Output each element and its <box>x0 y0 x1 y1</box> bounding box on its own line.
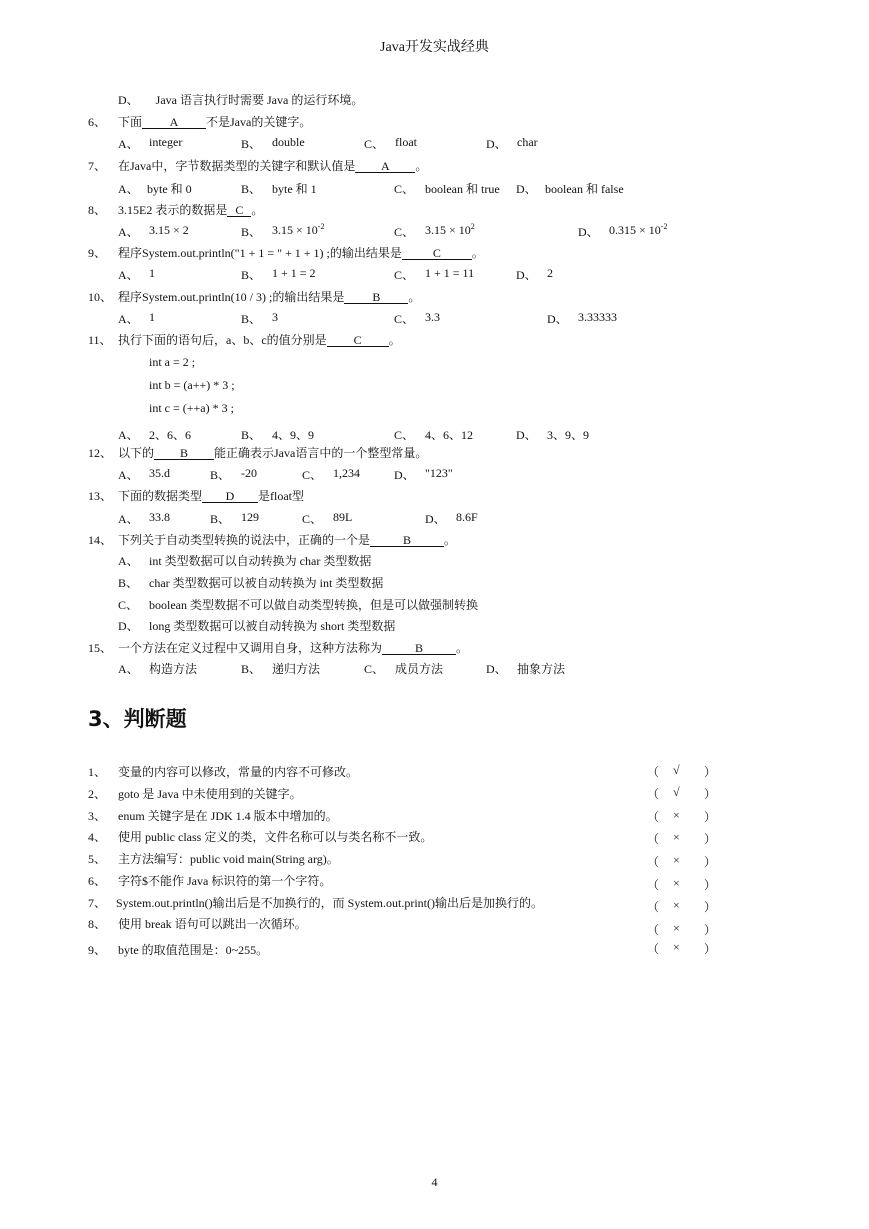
paren-right: ） <box>704 832 717 846</box>
paren-right: ） <box>704 810 717 824</box>
answer-blank: B <box>154 447 214 460</box>
check-mark: √ <box>673 785 680 799</box>
stem-pre: 3.15E2 表示的数据是 <box>118 203 228 217</box>
code-line: int b = (a++) * 3 ; <box>149 378 235 392</box>
option-label-d: D、 <box>516 182 537 196</box>
option-text-d <box>609 223 667 238</box>
judge-text: goto 是 Java 中未使用到的关键字。 <box>118 787 302 801</box>
question-number: 7、 <box>88 159 107 173</box>
option-label-b: B、 <box>241 312 262 326</box>
option-label-b: B、 <box>241 428 262 442</box>
judge-number: 2、 <box>88 787 107 801</box>
option-label-c: C、 <box>364 137 385 151</box>
option-text-d: 8.6F <box>456 510 478 524</box>
question-number: 13、 <box>88 489 113 503</box>
answer-blank: A <box>355 160 415 173</box>
option-label-c: C、 <box>394 312 415 326</box>
option-text-c: boolean 类型数据不可以做自动类型转换，但是可以做强制转换 <box>149 598 478 612</box>
question-number: 10、 <box>88 290 113 304</box>
paren-right: ） <box>704 765 717 779</box>
exponent: -2 <box>660 222 668 231</box>
option-label-a: A、 <box>118 428 139 442</box>
paren-left: （ <box>647 787 660 801</box>
option-text-b: 1 + 1 = 2 <box>272 266 316 280</box>
option-label-a: A、 <box>118 662 139 676</box>
option-label-b: B、 <box>118 576 139 590</box>
q5-option-d <box>118 91 363 108</box>
option-label-a: A、 <box>118 225 139 239</box>
question-stem <box>118 288 420 305</box>
option-label-b: B、 <box>241 662 262 676</box>
stem-post: 。 <box>251 203 264 217</box>
option-label-d: D、 <box>486 662 507 676</box>
option-text-a: 1 <box>149 266 155 280</box>
option-text-b: char 类型数据可以被自动转换为 int 类型数据 <box>149 576 384 590</box>
option-text-c: 成员方法 <box>395 662 444 676</box>
option-label-c: C、 <box>394 428 415 442</box>
option-text-a: int 类型数据可以自动转换为 char 类型数据 <box>149 554 372 568</box>
option-text-b: 4、9、9 <box>272 428 315 442</box>
option-label-b: B、 <box>210 512 231 526</box>
judge-number: 9、 <box>88 943 107 957</box>
base: 3.15 × 10 <box>425 223 471 237</box>
exponent: 2 <box>470 222 475 231</box>
option-text-c <box>425 223 475 238</box>
option-text-b: double <box>272 135 305 149</box>
option-text-b: -20 <box>241 466 257 480</box>
option-label-c: C、 <box>302 512 323 526</box>
answer-blank: B <box>344 291 408 304</box>
stem-post: 。 <box>456 641 469 655</box>
question-stem <box>118 113 311 130</box>
option-text-a: 3.15 × 2 <box>149 223 189 237</box>
option-label-a: A、 <box>118 268 139 282</box>
option-label-d: D、 <box>425 512 446 526</box>
cross-mark: × <box>673 876 680 890</box>
question-number: 9、 <box>88 246 107 260</box>
judge-number: 3、 <box>88 809 107 823</box>
stem-post: 是float型 <box>258 489 305 503</box>
cross-mark: × <box>673 898 680 912</box>
paren-left: （ <box>647 878 660 892</box>
paren-right: ） <box>704 878 717 892</box>
judge-number: 8、 <box>88 917 107 931</box>
cross-mark: × <box>673 808 680 822</box>
option-label-a: A、 <box>118 468 139 482</box>
question-stem <box>118 639 468 656</box>
answer-blank: C <box>327 334 389 347</box>
answer-blank: B <box>370 534 444 547</box>
answer-blank: D <box>202 490 258 503</box>
option-label-c: C、 <box>364 662 385 676</box>
option-text-d: 3.33333 <box>578 310 617 324</box>
option-label-d: D、 <box>516 268 537 282</box>
option-text-d: boolean 和 false <box>545 182 624 196</box>
question-number: 6、 <box>88 115 107 129</box>
judge-text: 使用 public class 定义的类，文件名称可以与类名称不一致。 <box>118 830 433 844</box>
paren-right: ） <box>704 923 717 937</box>
option-text-d: 3、9、9 <box>547 428 590 442</box>
judge-text: byte 的取值范围是：0~255。 <box>118 943 269 957</box>
paren-right: ） <box>704 942 717 956</box>
paren-left: （ <box>647 765 660 779</box>
cross-mark: × <box>673 940 680 954</box>
option-text-c: 3.3 <box>425 310 440 324</box>
stem-post: 。 <box>388 333 401 347</box>
option-text-b: 递归方法 <box>272 662 321 676</box>
paren-left: （ <box>647 942 660 956</box>
running-header: Java开发实战经典 <box>380 40 489 55</box>
option-label-c: C、 <box>302 468 323 482</box>
question-stem <box>118 444 427 461</box>
option-label-d: D、 <box>516 428 537 442</box>
stem-pre: 一个方法在定义过程中又调用自身，这种方法称为 <box>118 641 383 655</box>
cross-mark: × <box>673 921 680 935</box>
option-text-d: long 类型数据可以被自动转换为 short 类型数据 <box>149 619 396 633</box>
option-label-c: C、 <box>394 268 415 282</box>
option-text-b: 3 <box>272 310 278 324</box>
answer-blank: A <box>142 116 206 129</box>
page-number: 4 <box>431 1175 438 1189</box>
option-text-c: boolean 和 true <box>425 182 500 196</box>
stem-pre: 下面 <box>118 115 143 129</box>
stem-post: 。 <box>408 290 421 304</box>
option-label-d: D、 <box>486 137 507 151</box>
judge-number: 4、 <box>88 830 107 844</box>
option-text-a: 33.8 <box>149 510 170 524</box>
question-stem <box>118 157 427 174</box>
stem-pre: 在Java中，字节数据类型的关键字和默认值是 <box>118 159 356 173</box>
question-stem <box>118 331 401 348</box>
check-mark: √ <box>673 763 680 777</box>
stem-pre: 下列关于自动类型转换的说法中，正确的一个是 <box>118 533 371 547</box>
judge-number: 1、 <box>88 765 107 779</box>
option-label-a: A、 <box>118 512 139 526</box>
question-number: 11、 <box>88 333 112 347</box>
option-text-d: "123" <box>425 466 453 480</box>
judge-number: 6、 <box>88 874 107 888</box>
stem-post: 。 <box>415 159 428 173</box>
stem-post: 不是Java的关键字。 <box>206 115 312 129</box>
option-text-c: 4、6、12 <box>425 428 474 442</box>
option-label-c: C、 <box>394 225 415 239</box>
option-label-d: D、 <box>547 312 568 326</box>
option-text-a: integer <box>149 135 183 149</box>
option-text-a: 1 <box>149 310 155 324</box>
paren-right: ） <box>704 855 717 869</box>
judge-text: enum 关键字是在 JDK 1.4 版本中增加的。 <box>118 809 338 823</box>
stem-pre: 程序System.out.println(10 / 3) ;的输出结果是 <box>118 290 345 304</box>
option-text: Java 语言执行时需要 Java 的运行环境。 <box>155 93 364 107</box>
stem-pre: 以下的 <box>118 446 155 460</box>
judge-text: System.out.println()输出后是不加换行的，而 System.out.print()输出后是加换行的。 <box>116 896 543 910</box>
cross-mark: × <box>673 830 680 844</box>
judge-text: 主方法编写：public void main(String arg)。 <box>118 852 339 866</box>
option-text-d: 抽象方法 <box>517 662 566 676</box>
stem-post: 。 <box>444 533 457 547</box>
option-text-b <box>272 223 324 238</box>
option-text-a: byte 和 0 <box>147 182 192 196</box>
option-label-b: B、 <box>241 182 262 196</box>
option-text-b: byte 和 1 <box>272 182 317 196</box>
question-stem <box>118 531 456 548</box>
question-number: 12、 <box>88 446 113 460</box>
paren-right: ） <box>704 900 717 914</box>
section-heading: 3、判断题 <box>88 707 187 731</box>
exponent: -2 <box>317 222 325 231</box>
question-stem <box>118 244 484 261</box>
option-label: D、 <box>118 93 139 107</box>
paren-left: （ <box>647 832 660 846</box>
judge-text: 字符$不能作 Java 标识符的第一个字符。 <box>118 874 332 888</box>
option-label-d: D、 <box>394 468 415 482</box>
question-stem <box>118 201 263 218</box>
option-text-a: 构造方法 <box>149 662 198 676</box>
option-text-a: 2、6、6 <box>149 428 192 442</box>
base: 3.15 × 10 <box>272 223 318 237</box>
stem-post: 能正确表示Java语言中的一个整型常量。 <box>214 446 428 460</box>
option-label-c: C、 <box>394 182 415 196</box>
answer-blank: B <box>382 642 456 655</box>
judge-text: 使用 break 语句可以跳出一次循环。 <box>118 917 307 931</box>
option-text-b: 129 <box>241 510 259 524</box>
cross-mark: × <box>673 853 680 867</box>
paren-left: （ <box>647 855 660 869</box>
option-label-b: B、 <box>241 225 262 239</box>
stem-pre: 执行下面的语句后，a、b、c的值分别是 <box>118 333 327 347</box>
base: 0.315 × 10 <box>609 223 661 237</box>
code-line: int c = (++a) * 3 ; <box>149 401 234 415</box>
paren-left: （ <box>647 900 660 914</box>
question-number: 15、 <box>88 641 113 655</box>
code-line: int a = 2 ; <box>149 355 196 369</box>
option-text-a: 35.d <box>149 466 170 480</box>
option-label-b: B、 <box>210 468 231 482</box>
paren-left: （ <box>647 810 660 824</box>
option-text-c: 1 + 1 = 11 <box>425 266 475 280</box>
question-number: 14、 <box>88 533 113 547</box>
option-label-b: B、 <box>241 268 262 282</box>
question-number: 8、 <box>88 203 107 217</box>
paren-left: （ <box>647 923 660 937</box>
question-stem <box>118 487 304 504</box>
judge-number: 5、 <box>88 852 107 866</box>
option-label-d: D、 <box>578 225 599 239</box>
option-label-a: A、 <box>118 137 139 151</box>
option-text-c: float <box>395 135 417 149</box>
judge-text: 变量的内容可以修改，常量的内容不可修改。 <box>118 765 359 779</box>
answer-blank: C <box>402 247 472 260</box>
option-text-d: char <box>517 135 538 149</box>
stem-pre: 程序System.out.println("1 + 1 = " + 1 + 1) ;的输出结果是 <box>118 246 402 260</box>
paren-right: ） <box>704 787 717 801</box>
option-label-d: D、 <box>118 619 139 633</box>
option-text-c: 1,234 <box>333 466 360 480</box>
judge-number: 7、 <box>88 896 107 910</box>
option-label-a: A、 <box>118 312 139 326</box>
option-text-d: 2 <box>547 266 553 280</box>
option-label-c: C、 <box>118 598 139 612</box>
stem-pre: 下面的数据类型 <box>118 489 203 503</box>
option-label-a: A、 <box>118 554 139 568</box>
stem-post: 。 <box>471 246 484 260</box>
option-text-c: 89L <box>333 510 353 524</box>
answer-blank: C <box>227 204 251 217</box>
option-label-b: B、 <box>241 137 262 151</box>
option-label-a: A、 <box>118 182 139 196</box>
